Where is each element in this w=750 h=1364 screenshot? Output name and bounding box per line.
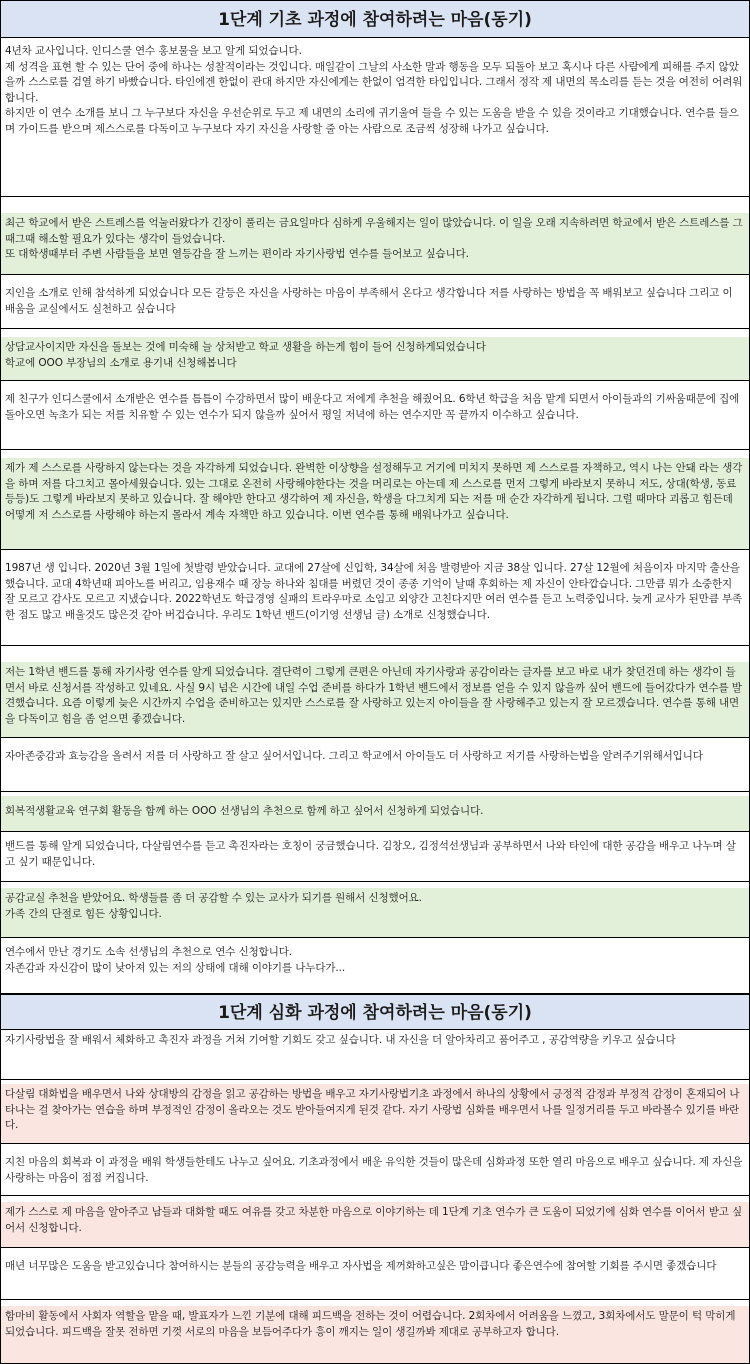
response-line: 함마비 활동에서 사회자 역할을 맡을 때, 발표자가 느낀 기분에 대해 피드백을 전하는 것이 어렵습니다. 2회차에서 어려움을 느꼈고, 3회차에서도 말문이 턱 막히게 되었습니다. 피드백을 잘못 전하면 기껏 서로의 마음을 보듬어주다가 흥이 깨지는 일이 생길까봐 제대로 공부하고자 합니다. — [5, 1310, 736, 1338]
spacer — [1, 275, 749, 283]
response-line: 가족 간의 단절로 힘든 상황입니다. — [5, 907, 162, 920]
response-line: 자존감과 자신감이 많이 낮아져 있는 저의 상태에 대해 이야기를 나누다가... — [5, 961, 346, 974]
spacer — [1, 381, 749, 389]
spacer — [1, 197, 749, 213]
response-row — [1, 1152, 749, 1196]
response-line: 4년차 교사입니다. 인디스쿨 연수 홍보물을 보고 알게 되었습니다. — [5, 45, 302, 57]
response-row — [1, 337, 749, 381]
spacer — [1, 1144, 749, 1152]
response-row — [1, 942, 749, 994]
response-row — [1, 888, 749, 938]
section2-title: 1단계 심화 과정에 참여하려는 마음(동기) — [1, 994, 749, 1030]
response-line: 제가 스스로 제 마음을 알아주고 남들과 대화할 때도 여유를 갖고 차분한 마음으로 이야기하는 데 1단계 기초 연수가 큰 도움이 되었기에 심화 연수를 이어서 받고 싶어서 신청합니다. — [5, 1206, 743, 1234]
response-line: 다살림 대화법을 배우면서 나와 상대방의 감정을 읽고 공감하는 방법을 배우고 자기사랑법기초 과정에서 하나의 상황에서 긍정적 감정과 부정적 감정이 혼재되어 나타나는 걸 찾아가는 연습을 하며 부정적인 감정이 올라오는 것도 받아들여지게 된것 같다. 자기 사랑법 심화를 배우면서 나를 일정거리를 두고 바라볼수 있기를 바란다. — [5, 1088, 740, 1131]
response-line: 연수에서 만난 경기도 소속 선생님의 추천으로 연수 신청합니다. — [5, 946, 293, 958]
response-row — [1, 213, 749, 275]
response-line: 또 대학생때부터 주변 사람들을 보면 열등감을 잘 느끼는 편이라 자기사랑법 연수를 들어보고 싶습니다. — [5, 248, 469, 260]
spacer — [1, 646, 749, 662]
response-line: 상담교사이지만 자신을 돌보는 것에 미숙해 늘 상처받고 학교 생활을 하는게 힘이 들어 신청하게되었습니다 — [5, 341, 486, 353]
response-line: 밴드를 통해 알게 되었습니다, 다살림연수를 듣고 촉진자라는 호칭이 궁금했습니다. 김창오, 김정석선생님과 공부하면서 나와 타인에 대한 공감을 배우고 나누며 살고 싶기 때문입니다. — [5, 840, 736, 868]
response-line: 자기사랑법을 잘 배워서 체화하고 촉진자 과정을 거쳐 기여할 기회도 갖고 싶습니다. 내 자신을 더 알아차리고 품어주고 , 공감역량을 키우고 싶습니다 — [5, 1034, 676, 1046]
spacer — [1, 1248, 749, 1256]
response-line: 자아존중감과 효능감을 올려서 저를 더 사랑하고 잘 살고 싶어서입니다. 그리고 학교에서 아이들도 더 사랑하고 저기를 사랑하는법을 알려주기위해서입니다 — [5, 750, 703, 762]
response-line: 제가 제 스스로를 사랑하지 않는다는 것을 자각하게 되었습니다. 완벽한 이상향을 설정해두고 거기에 미치지 못하면 제 스스로를 자책하고, 역시 나는 안돼 라는 생각을 하며 저를 다그치고 몰아세웠습니다. 있는 그대로 온전히 사랑해야한다는 것을 머리로는 아는데 제 스스로를 먼저 그렇게 바라보지 못하니 저도, 상대(학생, 동료 등등)도 그렇게 바라보지 못하고 있습니다. 잘 해야만 한다고 생각하여 제 자신을, 학생을 다그치게 되는 저를 매 순간 자각하게 됩니다. 그럴 때마다 괴롭고 힘든데 어떻게 저 스스로를 사랑해야 하는지 몰라서 계속 자책만 하고 있습니다. 이번 연수를 통해 배워나가고 싶습니다. — [5, 462, 743, 521]
spacer — [1, 329, 749, 337]
response-row — [1, 41, 749, 197]
response-row — [1, 1030, 749, 1080]
response-line: 매년 너무많은 도움을 받고있습니다 참여하시는 분들의 공감능력을 배우고 자사법을 제꺼화하고싶은 맘이큽니다 좋은연수에 참여할 기회를 주시면 좋겠습니다 — [5, 1260, 717, 1272]
response-row — [1, 662, 749, 738]
response-row — [1, 746, 749, 792]
response-row — [1, 389, 749, 450]
response-row — [1, 1256, 749, 1300]
response-line: 지인을 소개로 인해 참석하게 되었습니다 모든 갈등은 자신을 사랑하는 마음이 부족해서 온다고 생각합니다 저를 사랑하는 방법을 꼭 배워보고 싶습니다 그리고 이 배움을 교실에서도 실천하고 싶습니다 — [5, 287, 733, 315]
section1-title: 1단계 기초 과정에 참여하려는 마음(동기) — [1, 0, 749, 38]
response-line: 지친 마음의 회복과 이 과정을 배워 학생들한테도 나누고 싶어요. 기초과정에서 배운 유익한 것들이 많은데 심화과정 또한 열리 마음으로 배우고 싶습니다. 제 자신을 사랑하는 마음이 점점 커집니다. — [5, 1156, 743, 1184]
response-row — [1, 1084, 749, 1144]
spacer — [1, 738, 749, 746]
spacer — [1, 450, 749, 458]
response-row — [1, 1202, 749, 1248]
response-row — [1, 458, 749, 550]
response-line: 회복적생활교육 연구회 활동을 함께 하는 OOO 선생님의 추천으로 함께 하고 싶어서 신청하게 되었습니다. — [5, 805, 484, 817]
spacer — [1, 550, 749, 558]
response-line: 저는 1학년 밴드를 통해 자기사랑 연수를 알게 되었습니다. 결단력이 그렇게 큰편은 아닌데 자기사랑과 공감이라는 글자를 보고 바로 내가 찾던건데 하는 생각이 들면서 바로 신청서를 작성하고 있네요. 사실 9시 넘은 시간에 내일 수업 준비를 하다가 1학년 밴드에서 정보를 얻을 수 있지 않을까 싶어 밴드에 들어갔다가 연수를 발견했습니다. 요즘 이렇게 늦은 시간까지 수업을 준비하고는 있지만 스스로를 잘 사랑하고 있는지 아이들을 잘 사랑해주고 있는지 잘 모르겠습니다. 연수를 통해 내면을 다독이고 힘을 좀 얻으면 좋겠습니다. — [5, 666, 742, 725]
response-line: 하지만 이 연수 소개를 보니 그 누구보다 자신을 우선순위로 두고 제 내면의 소리에 귀기울여 들을 수 있는 도움을 받을 수 있을 것이라고 기대했습니다. 연수를 들으며 가이드를 받으며 제스스로를 다독이고 누구보다 자기 자신을 사랑할 줄 아는 사람으로 조금씩 성장해 나가고 싶습니다. — [5, 107, 739, 135]
response-line: 제 성격을 표현 할 수 있는 단어 중에 하나는 성찰적이라는 것입니다. 매일같이 그날의 사소한 말과 행동을 모두 되돌아 보고 혹시나 다른 사람에게 피해를 주지 않았을까 스스로를 검열 하기 바빴습니다. 타인에겐 한없이 관대 하지만 자신에게는 한없이 엄격한 타입입니다. 그래서 정작 제 내면의 목소리를 듣는 것을 여전히 어려워합니다. — [5, 60, 743, 104]
response-row — [1, 283, 749, 329]
response-row — [1, 1306, 749, 1364]
response-line: 학교에 OOO 부장님의 소개로 용기내 신청해봅니다 — [5, 356, 237, 369]
response-line: 제 친구가 인디스쿨에서 소개받은 연수를 틈틈이 수강하면서 많이 배운다고 저에게 추천을 해줬어요. 6학년 학급을 처음 맡게 되면서 아이들과의 기싸움때문에 집에 돌아오면 녹초가 되는 저를 치유할 수 있는 연수가 되지 않을까 싶어서 평일 저녁에 하는 연수지만 꼭 끝까지 이수하고 싶습니다. — [5, 393, 740, 421]
response-row — [1, 796, 749, 832]
response-row — [1, 558, 749, 646]
response-line: 최근 학교에서 받은 스트레스를 억눌러왔다가 긴장이 풀리는 금요일마다 심하게 우울해지는 일이 많았습니다. 이 일을 오래 지속하려면 학교에서 받은 스트레스를 그때그때 해소할 필요가 있다는 생각이 들었습니다. — [5, 217, 743, 245]
response-line: 1987년 생 입니다. 2020년 3월 1일에 첫발령 받았습니다. 교대에 27살에 신입학, 34살에 처음 발령받아 지금 38살 입니다. 27살 12월에 처음이자 마지막 출산을 했습니다. 교대 4학년때 피아노를 버리고, 임용재수 때 장능 하나와 침대를 버렸던 것이 종종 기억이 날때 후회하는 제 자신이 안타깝습니다. 그만큼 뭐가 소중한지 잘 모르고 감사도 모르고 지냈습니다. 2022학년도 학급경영 실패의 트라우마로 소임고 외양간 고친다지만 여러 연수를 듣고 노력중입니다. 늦게 교사가 된만큼 부족한 점도 많고 배울것도 많은것 같아 버겁습니다. 우리도 1학년 밴드(이기영 선생님 글) 소개로 신청했습니다. — [5, 562, 743, 621]
response-line: 공감교실 추천을 받았어요. 학생들를 좀 더 공감할 수 있는 교사가 되기를 원해서 신청했어요. — [5, 892, 422, 904]
response-row — [1, 836, 749, 882]
